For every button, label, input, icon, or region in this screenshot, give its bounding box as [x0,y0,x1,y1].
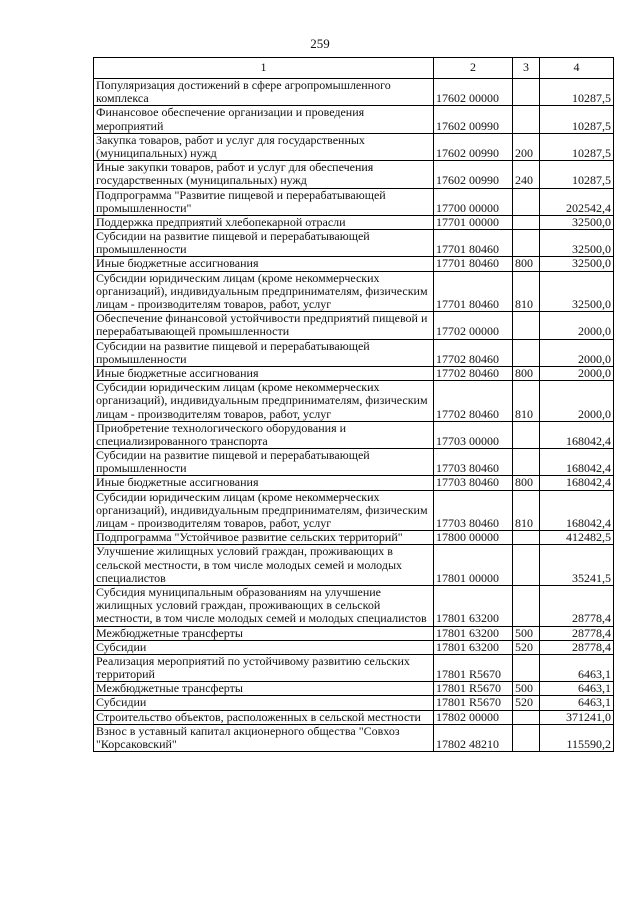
table-row [94,545,614,586]
table-row [94,133,614,160]
table-row [94,449,614,476]
row-code-cell: 17602 00990 [434,106,513,133]
row-sum-cell: 168042,4 [540,490,614,531]
table-row [94,366,614,380]
table-row [94,188,614,215]
row-code-cell: 17702 00000 [434,312,513,339]
row-sum-cell: 115590,2 [540,724,614,751]
table-row [94,381,614,422]
budget-table [93,57,614,752]
row-sum-cell: 28778,4 [540,640,614,654]
row-name-cell: Поддержка предприятий хлебопекарной отрасли [94,215,434,229]
row-sum-cell: 6463,1 [540,654,614,681]
row-kvr-cell [513,312,540,339]
row-kvr-cell: 240 [513,161,540,188]
row-kvr-cell [513,188,540,215]
row-sum-cell: 28778,4 [540,585,614,626]
table-row [94,106,614,133]
row-sum-cell: 412482,5 [540,531,614,545]
row-name-cell: Межбюджетные трансферты [94,626,434,640]
row-sum-cell: 10287,5 [540,79,614,106]
row-kvr-cell: 520 [513,640,540,654]
row-name-cell: Субсидии юридическим лицам (кроме некоммерческих организаций), индивидуальным предпринимателям, физическим лицам - производителям товаров, работ, услуг [94,271,434,312]
row-kvr-cell: 200 [513,133,540,160]
row-sum-cell: 32500,0 [540,230,614,257]
row-name-cell: Взнос в уставный капитал акционерного общества "Совхоз "Корсаковский" [94,724,434,751]
row-code-cell: 17602 00990 [434,133,513,160]
table-row [94,230,614,257]
row-name-cell: Субсидии [94,696,434,710]
row-code-cell: 17602 00000 [434,79,513,106]
row-code-cell: 17702 80460 [434,339,513,366]
row-name-cell: Иные бюджетные ассигнования [94,366,434,380]
row-kvr-cell: 810 [513,381,540,422]
row-kvr-cell [513,230,540,257]
row-kvr-cell [513,531,540,545]
row-code-cell: 17700 00000 [434,188,513,215]
row-code-cell: 17801 R5670 [434,654,513,681]
row-code-cell: 17701 00000 [434,215,513,229]
row-name-cell: Финансовое обеспечение организации и проведения мероприятий [94,106,434,133]
table-row [94,724,614,751]
row-kvr-cell [513,339,540,366]
row-sum-cell: 6463,1 [540,696,614,710]
table-row [94,531,614,545]
row-code-cell: 17701 80460 [434,230,513,257]
row-kvr-cell [513,585,540,626]
row-sum-cell: 32500,0 [540,257,614,271]
row-sum-cell: 28778,4 [540,626,614,640]
row-sum-cell: 168042,4 [540,476,614,490]
row-name-cell: Улучшение жилищных условий граждан, проживающих в сельской местности, в том числе молодых семей и молодых специалистов [94,545,434,586]
table-row [94,710,614,724]
row-code-cell: 17703 80460 [434,490,513,531]
header-col-3: 3 [513,58,540,79]
table-row [94,257,614,271]
row-sum-cell: 2000,0 [540,381,614,422]
row-sum-cell: 32500,0 [540,215,614,229]
row-sum-cell: 10287,5 [540,106,614,133]
row-kvr-cell [513,545,540,586]
table-row [94,271,614,312]
row-name-cell: Подпрограмма "Развитие пищевой и перерабатывающей промышленности" [94,188,434,215]
row-sum-cell: 202542,4 [540,188,614,215]
row-kvr-cell [513,421,540,448]
row-name-cell: Строительство объектов, расположенных в сельской местности [94,710,434,724]
row-sum-cell: 2000,0 [540,339,614,366]
row-code-cell: 17801 63200 [434,585,513,626]
table-row [94,696,614,710]
header-col-4: 4 [540,58,614,79]
row-kvr-cell: 800 [513,257,540,271]
table-row [94,626,614,640]
row-code-cell: 17802 48210 [434,724,513,751]
header-col-2: 2 [434,58,513,79]
row-sum-cell: 168042,4 [540,421,614,448]
row-sum-cell: 6463,1 [540,682,614,696]
table-row [94,161,614,188]
table-row [94,421,614,448]
table-row [94,654,614,681]
row-code-cell: 17702 80460 [434,381,513,422]
row-name-cell: Обеспечение финансовой устойчивости предприятий пищевой и перерабатывающей промышленности [94,312,434,339]
row-name-cell: Субсидии на развитие пищевой и перерабатывающей промышленности [94,449,434,476]
row-name-cell: Межбюджетные трансферты [94,682,434,696]
row-kvr-cell [513,106,540,133]
row-code-cell: 17801 00000 [434,545,513,586]
row-sum-cell: 2000,0 [540,366,614,380]
row-kvr-cell [513,79,540,106]
table-row [94,312,614,339]
row-name-cell: Популяризация достижений в сфере агропромышленного комплекса [94,79,434,106]
row-name-cell: Иные бюджетные ассигнования [94,476,434,490]
table-row [94,215,614,229]
row-sum-cell: 32500,0 [540,271,614,312]
row-name-cell: Субсидии на развитие пищевой и перерабатывающей промышленности [94,339,434,366]
row-name-cell: Реализация мероприятий по устойчивому развитию сельских территорий [94,654,434,681]
row-code-cell: 17801 R5670 [434,696,513,710]
table-body [94,79,614,752]
row-sum-cell: 10287,5 [540,161,614,188]
page-number: 259 [310,36,330,51]
table-row [94,682,614,696]
row-name-cell: Подпрограмма "Устойчивое развитие сельских территорий" [94,531,434,545]
row-sum-cell: 168042,4 [540,449,614,476]
row-name-cell: Приобретение технологического оборудования и специализированного транспорта [94,421,434,448]
row-kvr-cell [513,710,540,724]
row-name-cell: Субсидии юридическим лицам (кроме некоммерческих организаций), индивидуальным предпринимателям, физическим лицам - производителям товаров, работ, услуг [94,490,434,531]
row-name-cell: Иные бюджетные ассигнования [94,257,434,271]
row-sum-cell: 10287,5 [540,133,614,160]
row-kvr-cell: 800 [513,366,540,380]
row-kvr-cell: 500 [513,682,540,696]
row-code-cell: 17701 80460 [434,257,513,271]
row-code-cell: 17801 R5670 [434,682,513,696]
row-name-cell: Субсидии [94,640,434,654]
row-kvr-cell: 500 [513,626,540,640]
row-kvr-cell [513,449,540,476]
row-kvr-cell: 800 [513,476,540,490]
row-kvr-cell: 810 [513,271,540,312]
table-row [94,339,614,366]
row-code-cell: 17703 80460 [434,476,513,490]
row-name-cell: Закупка товаров, работ и услуг для государственных (муниципальных) нужд [94,133,434,160]
row-code-cell: 17703 80460 [434,449,513,476]
row-name-cell: Субсидия муниципальным образованиям на улучшение жилищных условий граждан, проживающих в сельской местности, в том числе молодых семей и молодых специалистов [94,585,434,626]
row-code-cell: 17800 00000 [434,531,513,545]
table-row [94,476,614,490]
row-code-cell: 17802 00000 [434,710,513,724]
row-code-cell: 17702 80460 [434,366,513,380]
row-kvr-cell: 520 [513,696,540,710]
row-name-cell: Субсидии на развитие пищевой и перерабатывающей промышленности [94,230,434,257]
row-kvr-cell [513,724,540,751]
table-row [94,640,614,654]
row-code-cell: 17602 00990 [434,161,513,188]
row-sum-cell: 35241,5 [540,545,614,586]
row-name-cell: Иные закупки товаров, работ и услуг для обеспечения государственных (муниципальных) нужд [94,161,434,188]
table-header-row [94,58,614,79]
row-code-cell: 17703 00000 [434,421,513,448]
row-name-cell: Субсидии юридическим лицам (кроме некоммерческих организаций), индивидуальным предпринимателям, физическим лицам - производителям товаров, работ, услуг [94,381,434,422]
table-row [94,585,614,626]
row-sum-cell: 2000,0 [540,312,614,339]
row-sum-cell: 371241,0 [540,710,614,724]
row-kvr-cell [513,654,540,681]
row-code-cell: 17801 63200 [434,640,513,654]
table-row [94,490,614,531]
row-kvr-cell [513,215,540,229]
row-code-cell: 17701 80460 [434,271,513,312]
table-row [94,79,614,106]
row-kvr-cell: 810 [513,490,540,531]
row-code-cell: 17801 63200 [434,626,513,640]
header-col-1: 1 [94,58,434,79]
